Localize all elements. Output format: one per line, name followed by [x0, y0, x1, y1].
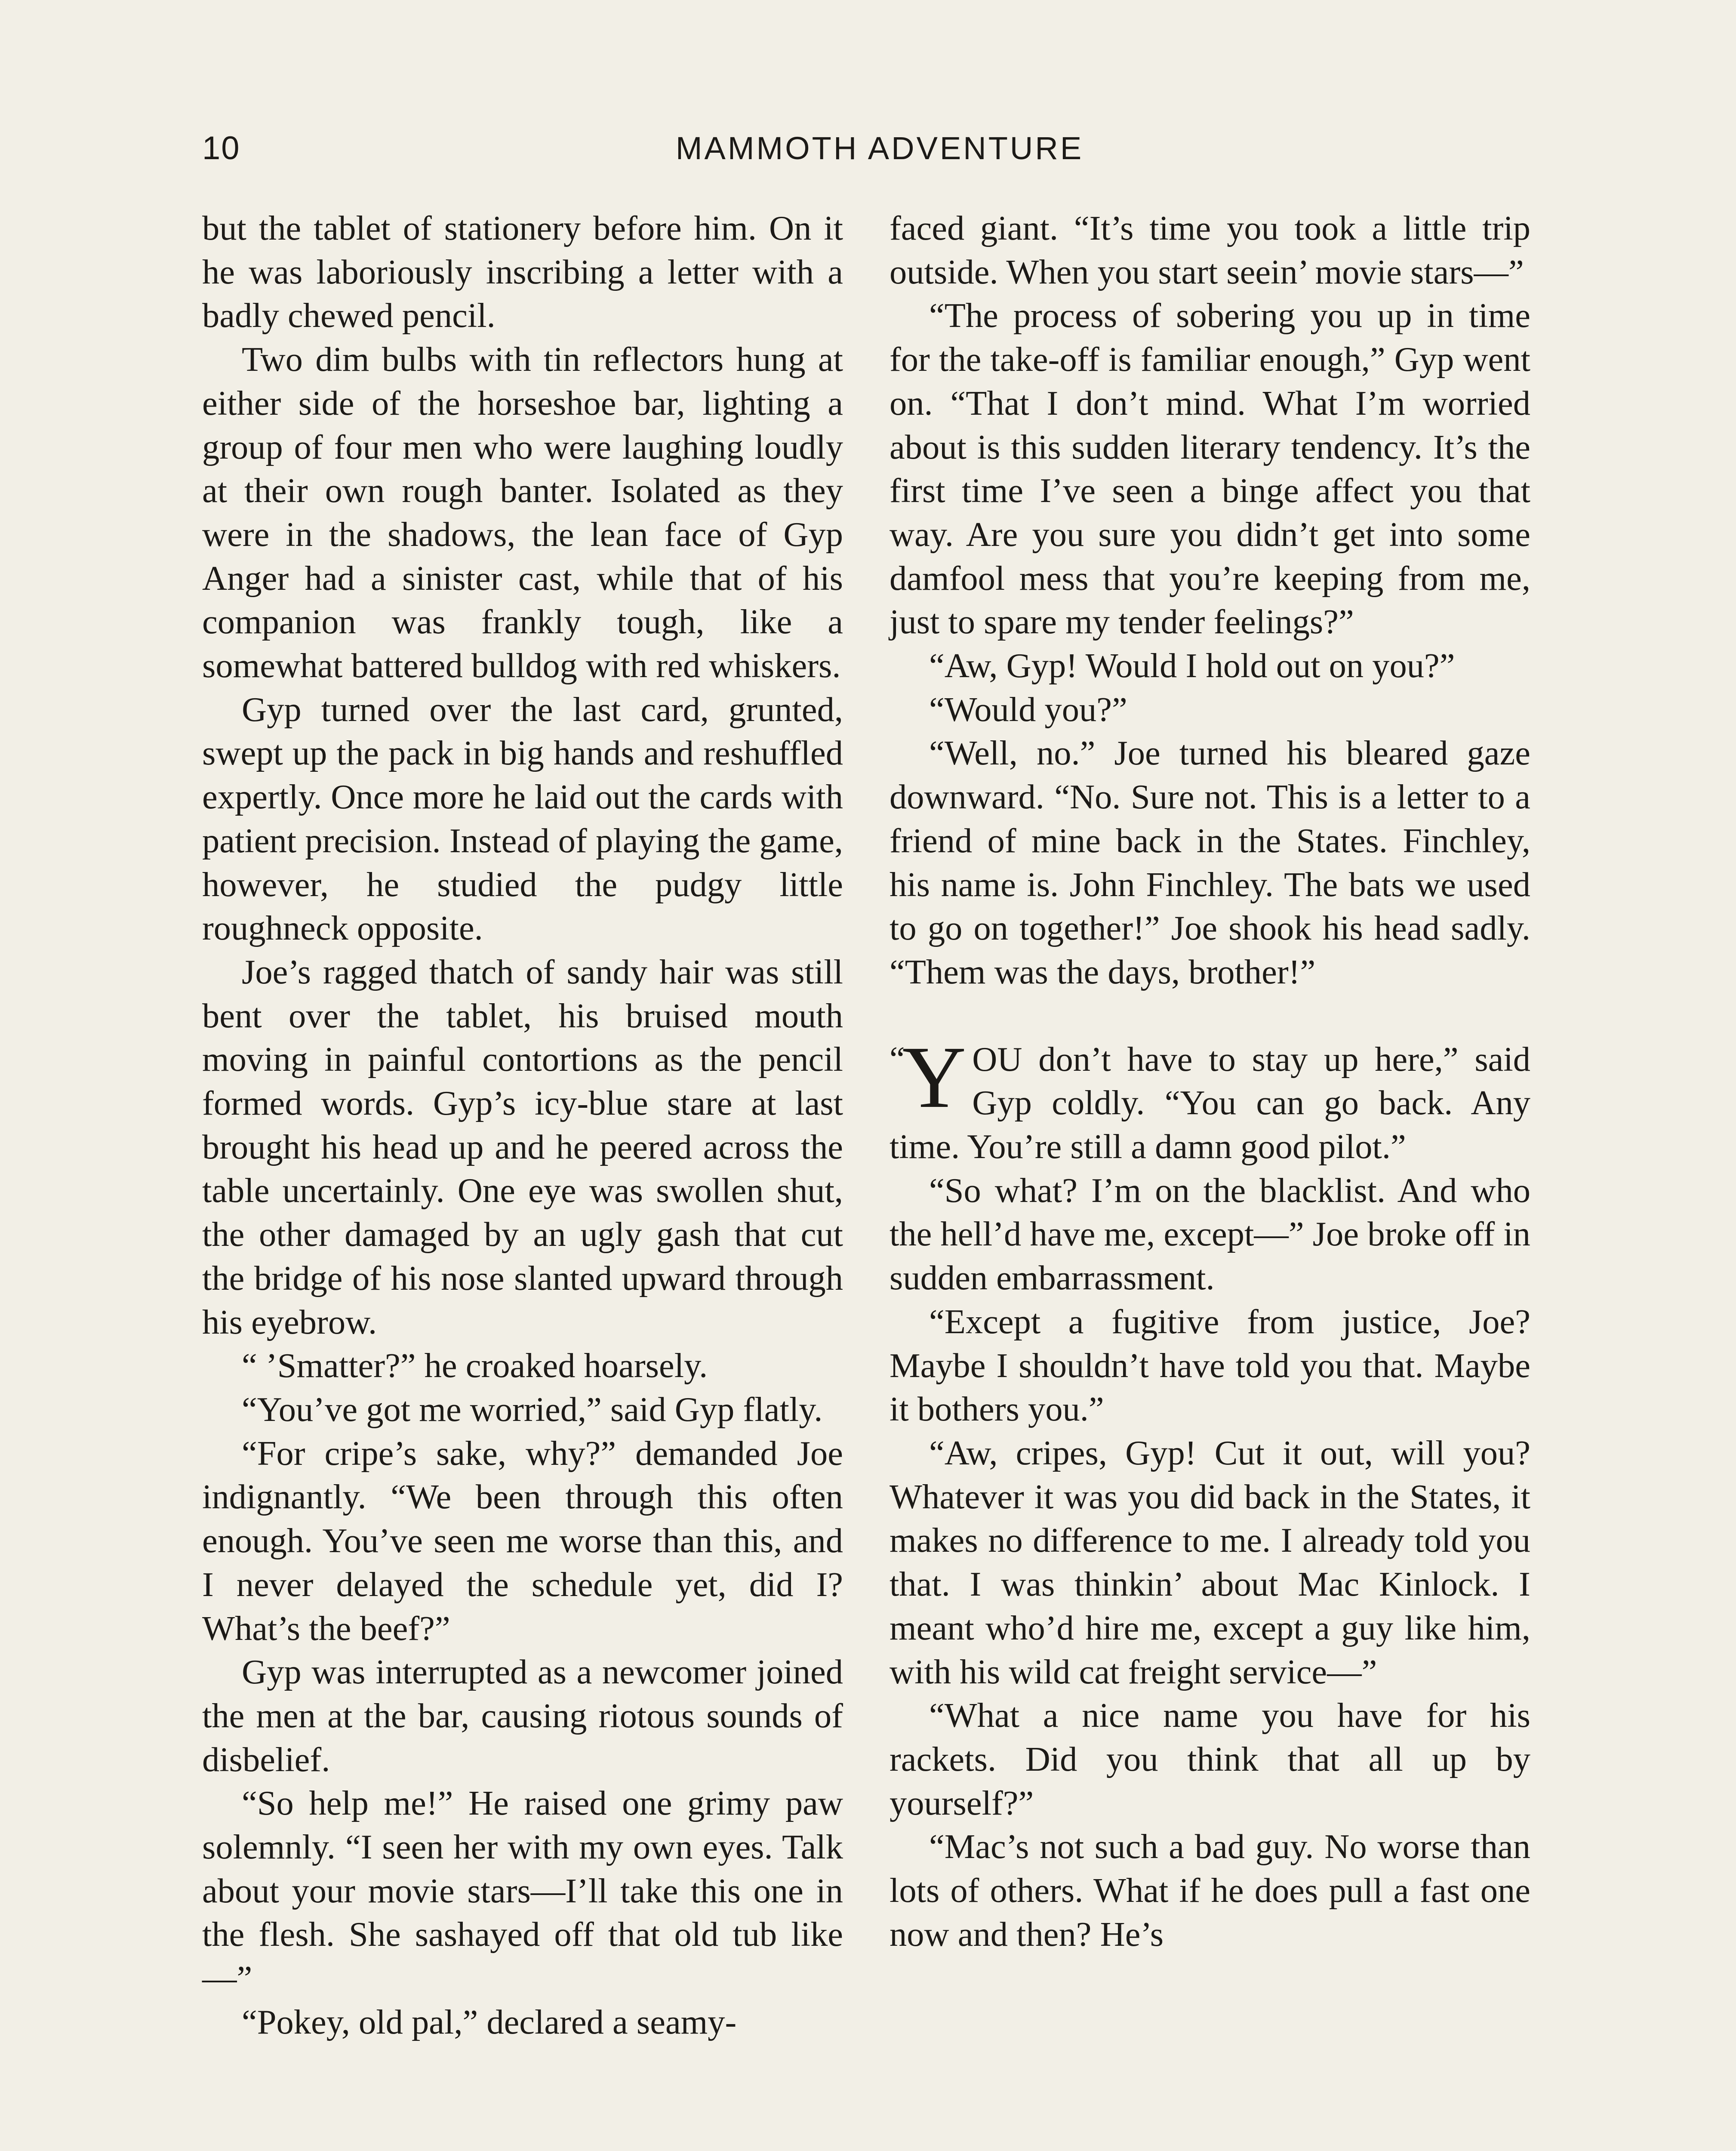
paragraph: “What a nice name you have for his rackets. Did you think that all up by yourself?” — [890, 1696, 1530, 1822]
paragraph: “So what? I’m on the blacklist. And who the hell’d have me, except—” Joe broke off in sudden embarrassment. — [890, 1171, 1530, 1297]
page-number: 10 — [202, 130, 240, 166]
page-header — [202, 125, 1531, 172]
paragraph: “Aw, Gyp! Would I hold out on you?” — [929, 647, 1455, 685]
paragraph: “ ’Smatter?” he croaked hoarsely. — [242, 1347, 708, 1385]
paragraph: “So help me!” He raised one grimy paw solemnly. “I seen her with my own eyes. Talk about your movie stars—I’ll take this one in the flesh. She sashayed off that old tub like—” — [202, 1784, 843, 1998]
paragraph: “Would you?” — [929, 690, 1127, 729]
dropcap-letter: Y — [902, 1027, 966, 1126]
paragraph: “Except a fugitive from justice, Joe? Maybe I shouldn’t have told you that. Maybe it bothers you.” — [890, 1302, 1530, 1429]
paragraph: but the tablet of stationery before him. On it he was laboriously inscribing a letter with a badly chewed pencil. — [202, 209, 843, 335]
paragraph: Two dim bulbs with tin reflectors hung at either side of the horseshoe bar, lighting a group of four men who were laughing loudly at their own rough banter. Isolated as they were in the shadows, the lean face of Gyp Anger had a sinister cast, while that of his companion was frankly tough, like a somewhat battered bulldog with red whiskers. — [202, 340, 843, 685]
paragraph: “Well, no.” Joe turned his bleared gaze downward. “No. Sure not. This is a letter to a friend of mine back in the States. Finchley, his name is. John Finchley. The bats we used to go on together!” Joe shook his head sadly. “Them was the days, brother!” — [890, 734, 1530, 991]
paragraph-text: OU don’t have to stay up here,” said Gyp coldly. “You can go back. Any time. You’re still a damn good pilot.” — [890, 1040, 1530, 1166]
running-head-title: MAMMOTH ADVENTURE — [675, 130, 1084, 166]
paragraph: Joe’s ragged thatch of sandy hair was still bent over the tablet, his bruised mouth moving in painful contortions as the pencil formed words. Gyp’s icy-blue stare at last brought his head up and he peered across the table uncertainly. One eye was swollen shut, the other damaged by an ugly gash that cut the bridge of his nose slanted upward through his eyebrow. — [202, 952, 843, 1341]
paragraph: Gyp was interrupted as a newcomer joined the men at the bar, causing riotous sounds of disbelief. — [202, 1653, 843, 1779]
paragraph: “Aw, cripes, Gyp! Cut it out, will you? Whatever it was you did back in the States, it makes no difference to me. I already told you that. I was thinkin’ about Mac Kinlock. I meant who’d hire me, except a guy like him, with his wild cat freight service—” — [890, 1433, 1530, 1691]
section-opening-paragraph — [890, 1027, 1530, 1169]
left-column — [202, 206, 843, 2044]
paragraph: “Pokey, old pal,” declared a seamy- — [242, 2003, 737, 2041]
paragraph: “Mac’s not such a bad guy. No worse than lots of others. What if he does pull a fast one now and then? He’s — [890, 1827, 1530, 1954]
paragraph: Gyp turned over the last card, grunted, swept up the pack in big hands and reshuffled expertly. Once more he laid out the cards with patient precision. Instead of playing the game, however, he studied the pudgy little roughneck opposite. — [202, 690, 843, 948]
right-column — [890, 206, 1530, 1956]
paragraph: faced giant. “It’s time you took a little trip outside. When you start seein’ movie stars—” — [890, 209, 1530, 291]
paragraph: “The process of sobering you up in time for the take-off is familiar enough,” Gyp went on. “That I don’t mind. What I’m worried about is this sudden literary tendency. It’s the first time I’ve seen a binge affect you that way. Are you sure you didn’t get into some damfool mess that you’re keeping from me, just to spare my tender feelings?” — [890, 296, 1530, 641]
paragraph: “You’ve got me worried,” said Gyp flatly. — [242, 1390, 823, 1429]
paragraph: “For cripe’s sake, why?” demanded Joe indignantly. “We been through this often enough. You’ve seen me worse than this, and I never delayed the schedule yet, did I? What’s the beef?” — [202, 1434, 843, 1648]
dropcap-quote: “ — [890, 1040, 905, 1078]
